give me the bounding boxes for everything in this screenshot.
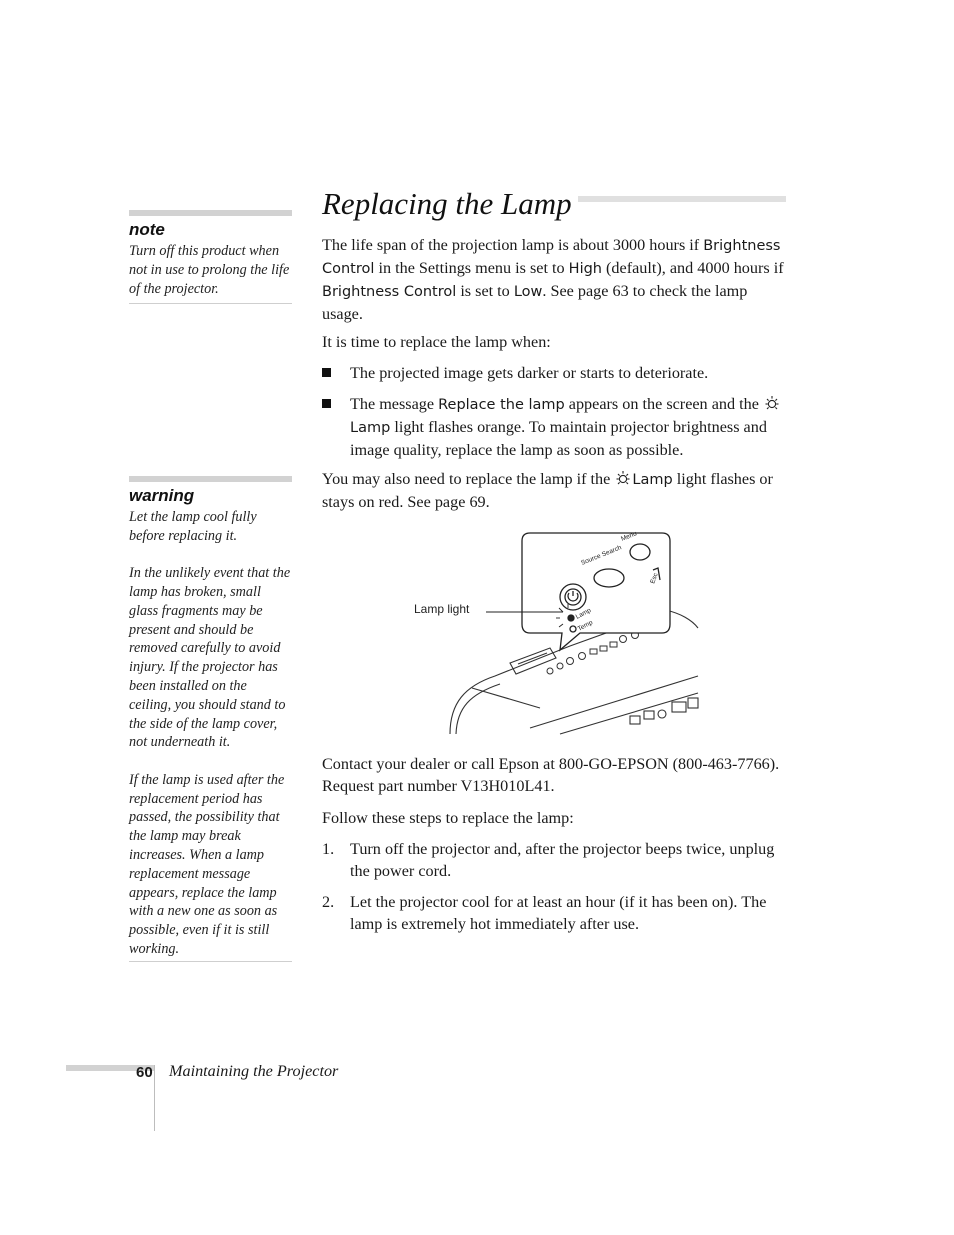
page-number: 60 <box>136 1064 153 1081</box>
bullet2-text-2: appears on the screen and the <box>564 395 763 413</box>
menu-label: Menu <box>620 530 638 543</box>
note-heading: note <box>129 220 165 239</box>
bullet2-text-3: light flashes orange. To maintain projector brightness and image quality, replace the lamp as soon as possible. <box>350 418 767 459</box>
lamp-indicator-icon <box>614 470 632 486</box>
warning-paragraph-3: If the lamp is used after the replacement period has passed, the possibility that the lamp may break increases. When a lamp replacement message appears, replace the lamp with a new one as soon as possible, even if it is still working. <box>129 771 285 957</box>
intro-text-3: (default), and 4000 hours if <box>602 259 784 277</box>
also-paragraph <box>322 468 788 513</box>
ui-lamp-2: Lamp <box>632 472 673 488</box>
esc-label: Esc <box>649 572 660 585</box>
follow-text: Follow these steps to replace the lamp: <box>322 809 574 827</box>
note-text <box>129 242 292 298</box>
also-text-1: You may also need to replace the lamp if the <box>322 470 615 488</box>
step-text-1: Turn off the projector and, after the projector beeps twice, unplug the power cord. <box>350 840 775 880</box>
warning-box <box>129 476 292 959</box>
ui-low: Low <box>513 284 543 300</box>
ui-brightness-control: Brightness Control <box>322 238 781 277</box>
intro-text-1: The life span of the projection lamp is about 3000 hours if <box>322 236 704 254</box>
intro-text-4: is set to <box>456 282 514 300</box>
warning-divider <box>129 961 292 962</box>
warning-text <box>129 508 292 959</box>
note-box <box>129 210 292 298</box>
when-intro <box>322 331 788 353</box>
lamp-indicator-label: Lamp <box>574 606 593 621</box>
footer-divider <box>154 1065 155 1131</box>
step-number-1: 1. <box>322 840 335 858</box>
also-text-2: light flashes or stays on red. See page 69. <box>322 470 773 511</box>
source-search-label: Source Search <box>580 544 623 567</box>
projector-control-panel-figure <box>410 528 700 738</box>
intro-text-2: in the Settings menu is set to <box>374 259 569 277</box>
contact-paragraph <box>322 753 788 797</box>
bullet-item-1 <box>322 362 788 384</box>
contact-text: Contact your dealer or call Epson at 800-GO-EPSON (800-463-7766). Request part number V13H010L41. <box>322 755 780 795</box>
intro-paragraph <box>322 234 788 325</box>
temp-indicator-label: Temp <box>576 619 594 633</box>
warning-paragraph-1: Let the lamp cool fully before replacing it. <box>129 509 257 544</box>
step-item-1 <box>322 838 788 882</box>
warning-paragraph-2: In the unlikely event that the lamp has broken, small glass fragments may be present and should be removed carefully to avoid injury. If the projector has been installed on the ceiling, you should stand to the side of the lamp cover, not underneath it. <box>129 565 291 751</box>
bullet-square-icon <box>322 368 331 377</box>
note-bar <box>129 210 292 216</box>
follow-paragraph <box>322 807 788 829</box>
bullet-item-2 <box>322 393 788 461</box>
ui-brightness-control-2: Brightness Control <box>322 284 457 300</box>
step-number-2: 2. <box>322 893 335 911</box>
bullet-text-2 <box>350 393 788 461</box>
ui-lamp: Lamp <box>350 420 391 436</box>
ui-high: High <box>568 261 602 277</box>
lamp-light-callout: Lamp light <box>414 602 470 616</box>
intro-text-5: . See page 63 to check the lamp usage. <box>322 282 748 323</box>
warning-heading: warning <box>129 486 195 505</box>
page-title: Replacing the Lamp <box>322 186 578 222</box>
note-divider <box>129 303 292 304</box>
footer-section-title: Maintaining the Projector <box>169 1062 339 1080</box>
bullet-square-icon <box>322 399 331 408</box>
ui-replace-the-lamp: Replace the lamp <box>438 397 565 413</box>
bullet-text-1: The projected image gets darker or starts to deteriorate. <box>350 364 709 382</box>
lamp-indicator-icon <box>763 395 781 411</box>
when-intro-text: It is time to replace the lamp when: <box>322 333 551 351</box>
step-text-2: Let the projector cool for at least an hour (if it has been on). The lamp is extremely hot immediately after use. <box>350 893 767 933</box>
step-item-2 <box>322 891 788 935</box>
note-paragraph: Turn off this product when not in use to prolong the life of the projector. <box>129 243 290 297</box>
warning-bar <box>129 476 292 482</box>
bullet2-text-1: The message <box>350 395 439 413</box>
